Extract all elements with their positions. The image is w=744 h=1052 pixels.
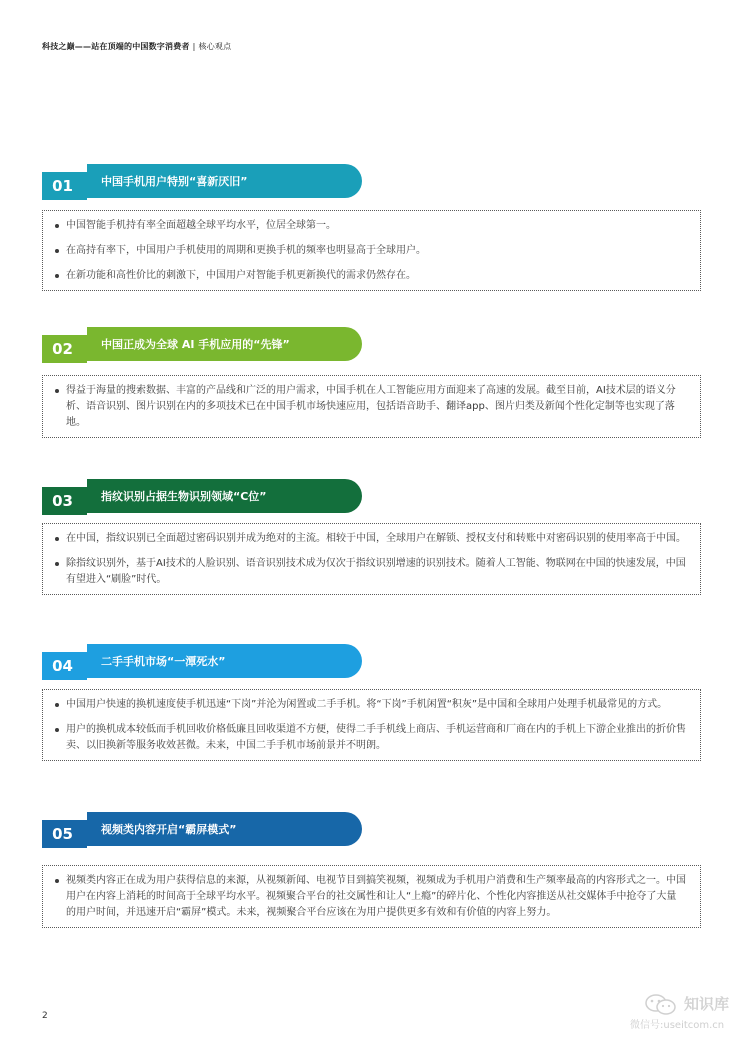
section-content-box: [42, 210, 701, 291]
bullet-item: 中国智能手机持有率全面超越全球平均水平，位居全球第一。: [55, 218, 686, 234]
section-03: [42, 479, 701, 585]
header-title: 科技之巅——站在顶端的中国数字消费者: [42, 42, 190, 51]
bullet-item: 中国用户快速的换机速度使手机迅速“下岗”并沦为闲置或二手手机。将“下岗”手机闲置“积灰”是中国和全球用户处理手机最常见的方式。: [55, 697, 686, 713]
section-number: 04: [42, 652, 87, 680]
section-02: [42, 327, 701, 428]
bullet-item: 在中国，指纹识别已全面超过密码识别并成为绝对的主流。相较于中国，全球用户在解锁、授权支付和转账中对密码识别的使用率高于中国。: [55, 531, 686, 547]
header-subtitle: 核心观点: [198, 42, 232, 51]
watermark-title: 知识库: [684, 995, 730, 1013]
watermark-subtitle: 微信号:useitcom.cn: [630, 1020, 725, 1031]
bullet-item: 得益于海量的搜索数据、丰富的产品线和广泛的用户需求，中国手机在人工智能应用方面迎来了高速的发展。截至目前，AI技术层的语义分析、语音识别、图片识别在内的多项技术已在中国手机市场快速应用，包括语音助手、翻译app、图片归类及新闻个性化定制等也实现了落地。: [55, 383, 686, 431]
section-title: 二手手机市场“一潭死水”: [87, 644, 362, 678]
section-title: 中国正成为全球 AI 手机应用的“先锋”: [87, 327, 362, 361]
section-title: 视频类内容开启“霸屏模式”: [87, 812, 362, 846]
section-banner: [42, 327, 362, 363]
section-04: [42, 644, 701, 751]
section-01: [42, 164, 701, 281]
bullet-item: 在高持有率下，中国用户手机使用的周期和更换手机的频率也明显高于全球用户。: [55, 243, 686, 259]
section-banner: [42, 644, 362, 680]
section-banner: [42, 812, 362, 848]
section-content-box: [42, 865, 701, 928]
bullet-item: 在新功能和高性价比的刺激下，中国用户对智能手机更新换代的需求仍然存在。: [55, 268, 686, 284]
page-header: [42, 41, 231, 52]
section-number: 01: [42, 172, 87, 200]
section-number: 03: [42, 487, 87, 515]
page-number: 2: [42, 1011, 48, 1021]
bullet-item: 除指纹识别外，基于AI技术的人脸识别、语音识别技术成为仅次于指纹识别增速的识别技术。随着人工智能、物联网在中国的快速发展，中国有望进入“刷脸”时代。: [55, 556, 686, 588]
section-title: 中国手机用户特别“喜新厌旧”: [87, 164, 362, 198]
watermark: [628, 992, 738, 1032]
section-content-box: [42, 375, 701, 438]
header-separator: |: [192, 42, 196, 51]
section-number: 05: [42, 820, 87, 848]
section-content-box: [42, 689, 701, 761]
bullet-item: 视频类内容正在成为用户获得信息的来源，从视频新闻、电视节目到搞笑视频，视频成为手机用户消费和生产频率最高的内容形式之一。中国用户在内容上消耗的时间高于全球平均水平。视频聚合平台的社交属性和让人“上瘾”的碎片化、个性化内容推送从社交媒体手中抢夺了大量的用户时间，并迅速开启“霸屏”模式。未来，视频聚合平台应该在为用户提供更多有效和有价值的内容上努力。: [55, 873, 686, 921]
section-title: 指纹识别占据生物识别领域“C位”: [87, 479, 362, 513]
section-banner: [42, 479, 362, 515]
section-content-box: [42, 523, 701, 595]
section-number: 02: [42, 335, 87, 363]
section-banner: [42, 164, 362, 200]
bullet-item: 用户的换机成本较低而手机回收价格低廉且回收渠道不方便，使得二手手机线上商店、手机运营商和厂商在内的手机上下游企业推出的折价售卖、以旧换新等服务收效甚微。未来，中国二手手机市场前景并不明朗。: [55, 722, 686, 754]
section-05: [42, 812, 701, 918]
